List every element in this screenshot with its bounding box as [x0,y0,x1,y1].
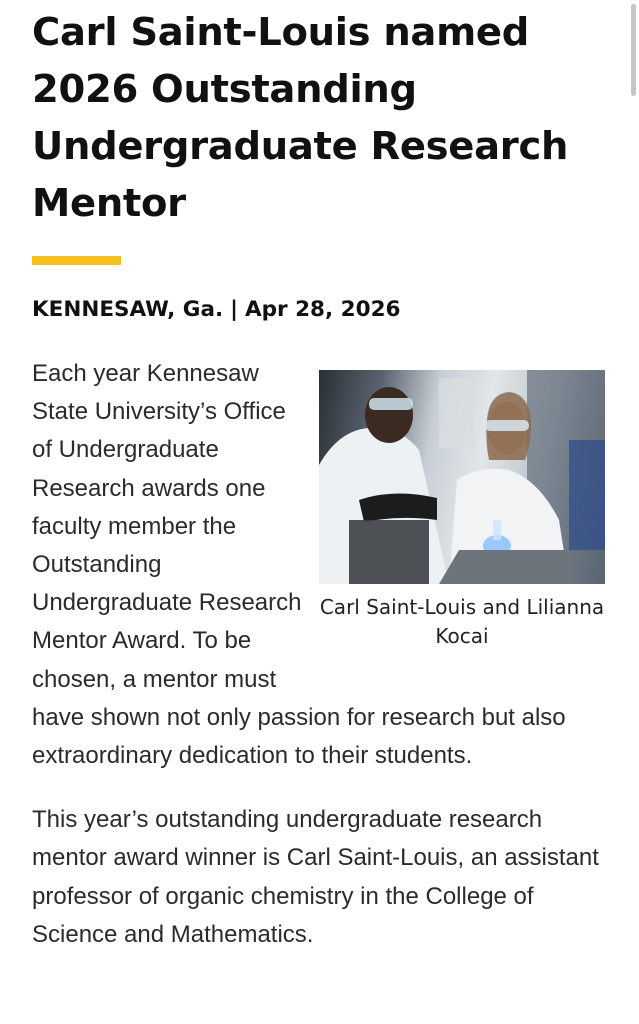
article-body [32,355,607,954]
article-paragraph: This year’s outstanding undergraduate research mentor award winner is Carl Saint-Louis, an assistant professor of organic chemistry in the College of Science and Mathematics. [32,806,599,948]
article-paragraph: Each year Kennesaw State University’s Office of Undergraduate Research awards one faculty member the Outstanding Undergraduate Research Mentor Award. To be chosen, a mentor must have shown not only passion for research but also extraordinary dedication to their students. [32,360,566,770]
dateline-date: Apr 28, 2026 [244,297,401,322]
dateline-separator: | [230,297,238,322]
headline-accent-bar [32,256,121,265]
article-dateline [32,295,607,325]
dateline-location: KENNESAW, Ga. [32,297,224,322]
article [32,0,607,980]
photo-caption: Carl Saint-Louis and Lilianna Kocai [319,595,605,648]
lab-photo-illustration [319,370,605,584]
article-headline: Carl Saint-Louis named 2026 Outstanding Undergraduate Research Mentor [32,10,569,226]
article-photo[interactable] [319,370,605,584]
article-figure [319,370,605,651]
vertical-scrollbar[interactable] [631,4,636,96]
